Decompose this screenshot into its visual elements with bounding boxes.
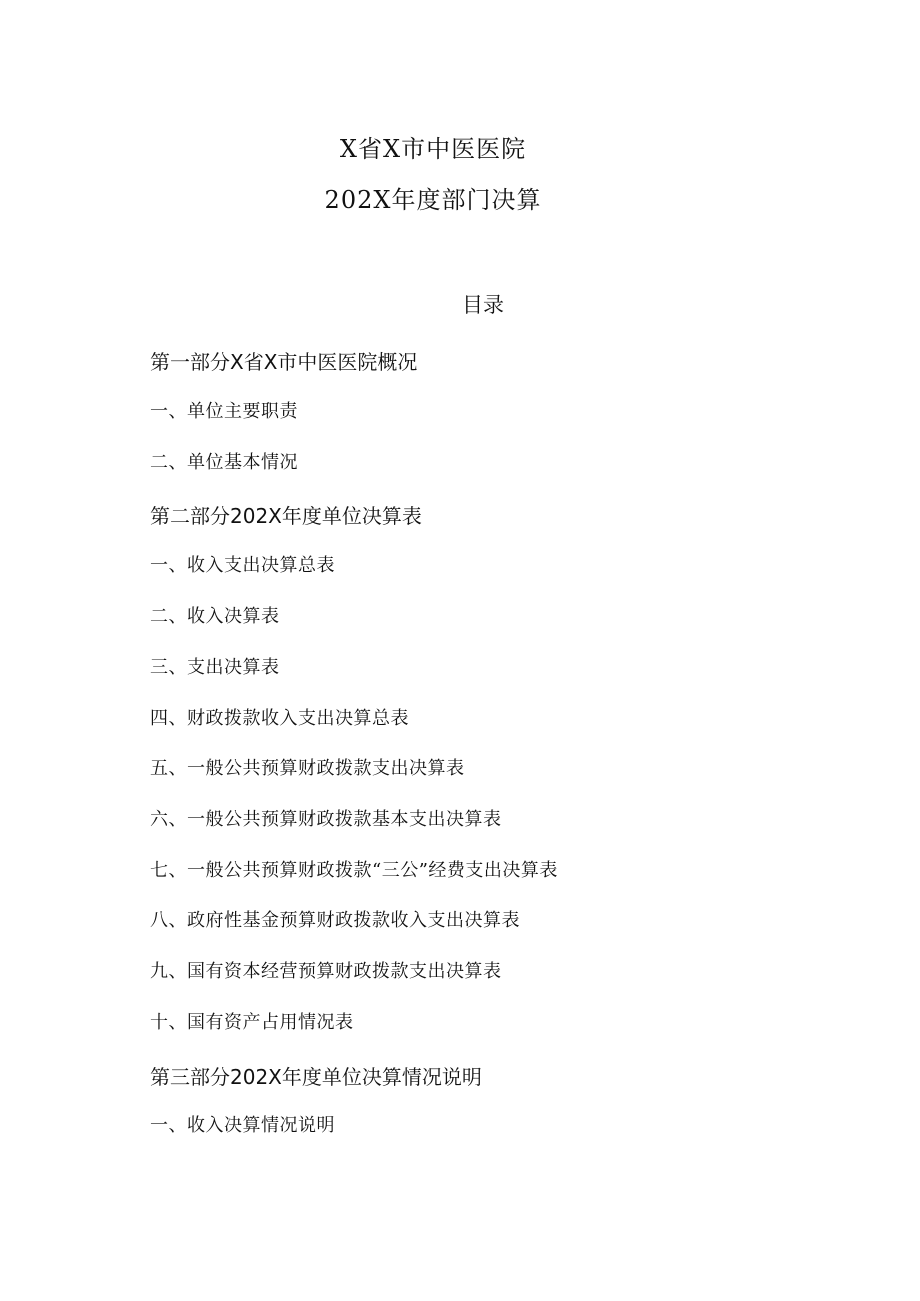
document-subtitle: 202X年度部门决算 — [324, 186, 542, 214]
toc-item: 七、一般公共预算财政拨款“三公”经费支出决算表 — [150, 860, 558, 881]
toc-item: 三、支出决算表 — [150, 657, 280, 678]
toc-item: 四、财政拨款收入支出决算总表 — [150, 708, 409, 729]
toc-item: 九、国有资本经营预算财政拨款支出决算表 — [150, 961, 502, 982]
toc-item: 二、单位基本情况 — [150, 452, 298, 473]
toc-section-heading: 第三部分202X年度单位决算情况说明 — [150, 1065, 482, 1089]
toc-item: 十、国有资产占用情况表 — [150, 1012, 354, 1033]
toc-item: 五、一般公共预算财政拨款支出决算表 — [150, 758, 465, 779]
toc-section-heading: 第二部分202X年度单位决算表 — [150, 504, 422, 528]
toc-item: 一、单位主要职责 — [150, 401, 298, 422]
toc-item: 一、收入决算情况说明 — [150, 1115, 335, 1136]
toc-item: 二、收入决算表 — [150, 606, 280, 627]
toc-section-heading: 第一部分X省X市中医医院概况 — [150, 350, 418, 374]
toc-heading: 目录 — [462, 293, 504, 317]
toc-item: 六、一般公共预算财政拨款基本支出决算表 — [150, 809, 502, 830]
document-title: X省X市中医医院 — [339, 135, 527, 163]
toc-item: 一、收入支出决算总表 — [150, 555, 335, 576]
toc-item: 八、政府性基金预算财政拨款收入支出决算表 — [150, 910, 520, 931]
